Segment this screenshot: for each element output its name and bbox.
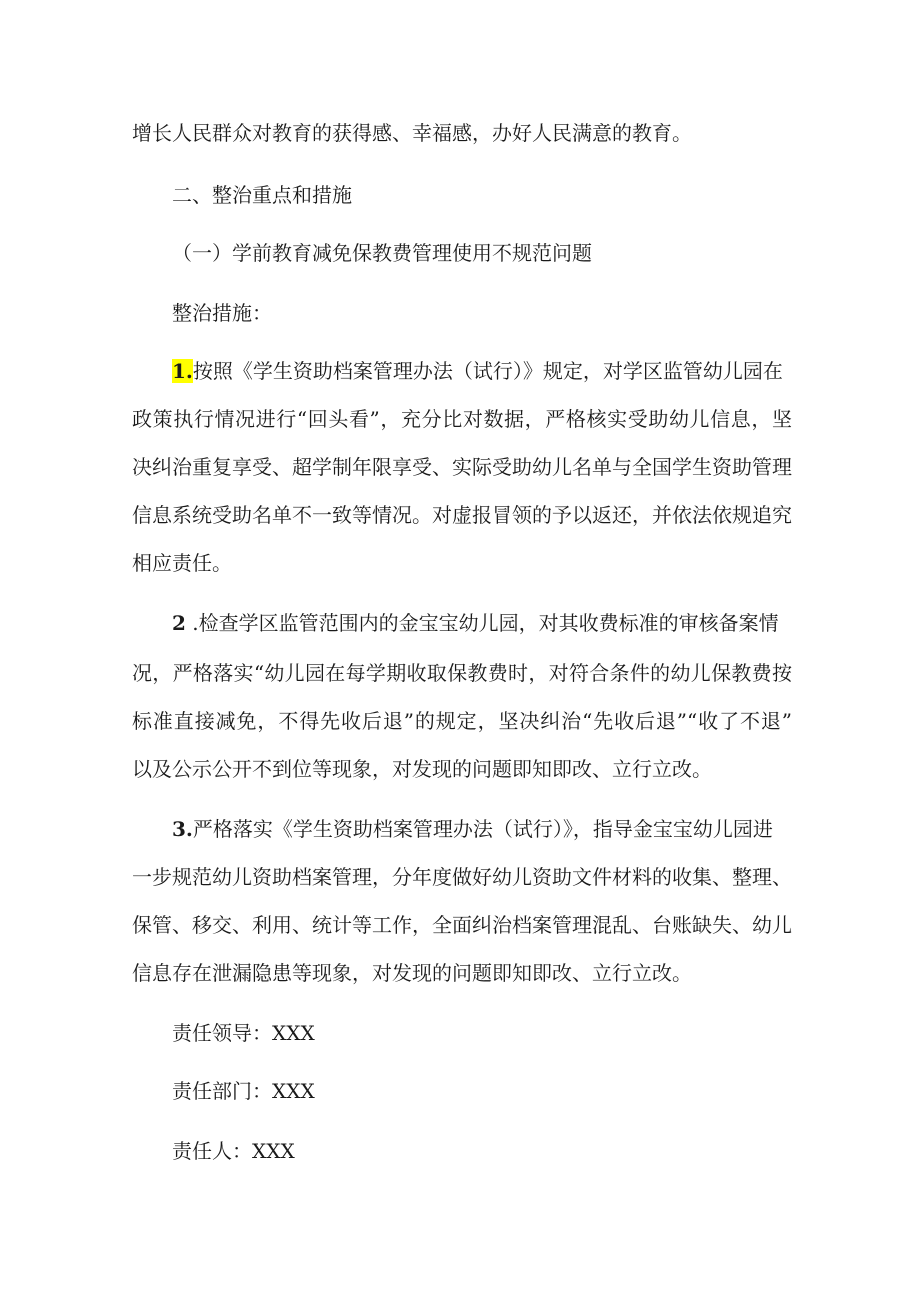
responsible-person: 责任人：XXX [172, 1139, 295, 1163]
subsection-heading: （一）学前教育减免保教费管理使用不规范问题 [172, 241, 592, 265]
item3-line-1: 一步规范幼儿资助档案管理，分年度做好幼儿资助文件材料的收集、整理、 [132, 865, 792, 889]
item1-number: 1. [172, 359, 193, 383]
item3-line-3: 信息存在泄漏隐患等现象，对发现的问题即知即改、立行立改。 [132, 961, 692, 985]
item1-line-2: 决纠治重复享受、超学制年限享受、实际受助幼儿名单与全国学生资助管理 [132, 455, 792, 479]
item2-line-3: 以及公示公开不到位等现象，对发现的问题即知即改、立行立改。 [132, 757, 712, 781]
section-heading: 二、整治重点和措施 [172, 183, 352, 207]
item3-line-2: 保管、移交、利用、统计等工作，全面纠治档案管理混乱、台账缺失、幼儿 [132, 913, 792, 937]
intro-line: 增长人民群众对教育的获得感、幸福感，办好人民满意的教育。 [132, 121, 692, 145]
item3-first-line [172, 816, 773, 842]
item1-first-line [172, 358, 783, 384]
measures-label: 整治措施： [172, 301, 272, 325]
item1-line-1: 政策执行情况进行“回头看”，充分比对数据，严格核实受助幼儿信息，坚 [132, 407, 792, 431]
item2-number: 2 [172, 611, 186, 635]
item2-line-1: 况，严格落实“幼儿园在每学期收取保教费时，对符合条件的幼儿保教费按 [132, 661, 792, 685]
item1-line-3: 信息系统受助名单不一致等情况。对虚报冒领的予以返还，并依法依规追究 [132, 503, 792, 527]
responsible-leader: 责任领导：XXX [172, 1021, 315, 1045]
item1-line-0: 按照《学生资助档案管理办法（试行）》规定，对学区监管幼儿园在 [192, 359, 783, 383]
item3-line-0: 严格落实《学生资助档案管理办法（试行）》，指导金宝宝幼儿园进 [192, 817, 773, 841]
responsible-department: 责任部门：XXX [172, 1079, 315, 1103]
item1-line-4: 相应责任。 [132, 551, 232, 575]
item3-number: 3. [172, 817, 193, 841]
item2-line-2: 标准直接减免，不得先收后退”的规定，坚决纠治“先收后退”“收了不退” [132, 709, 792, 733]
item2-line-0: .检查学区监管范围内的金宝宝幼儿园，对其收费标准的审核备案情 [192, 611, 779, 635]
item2-first-line [172, 610, 779, 636]
